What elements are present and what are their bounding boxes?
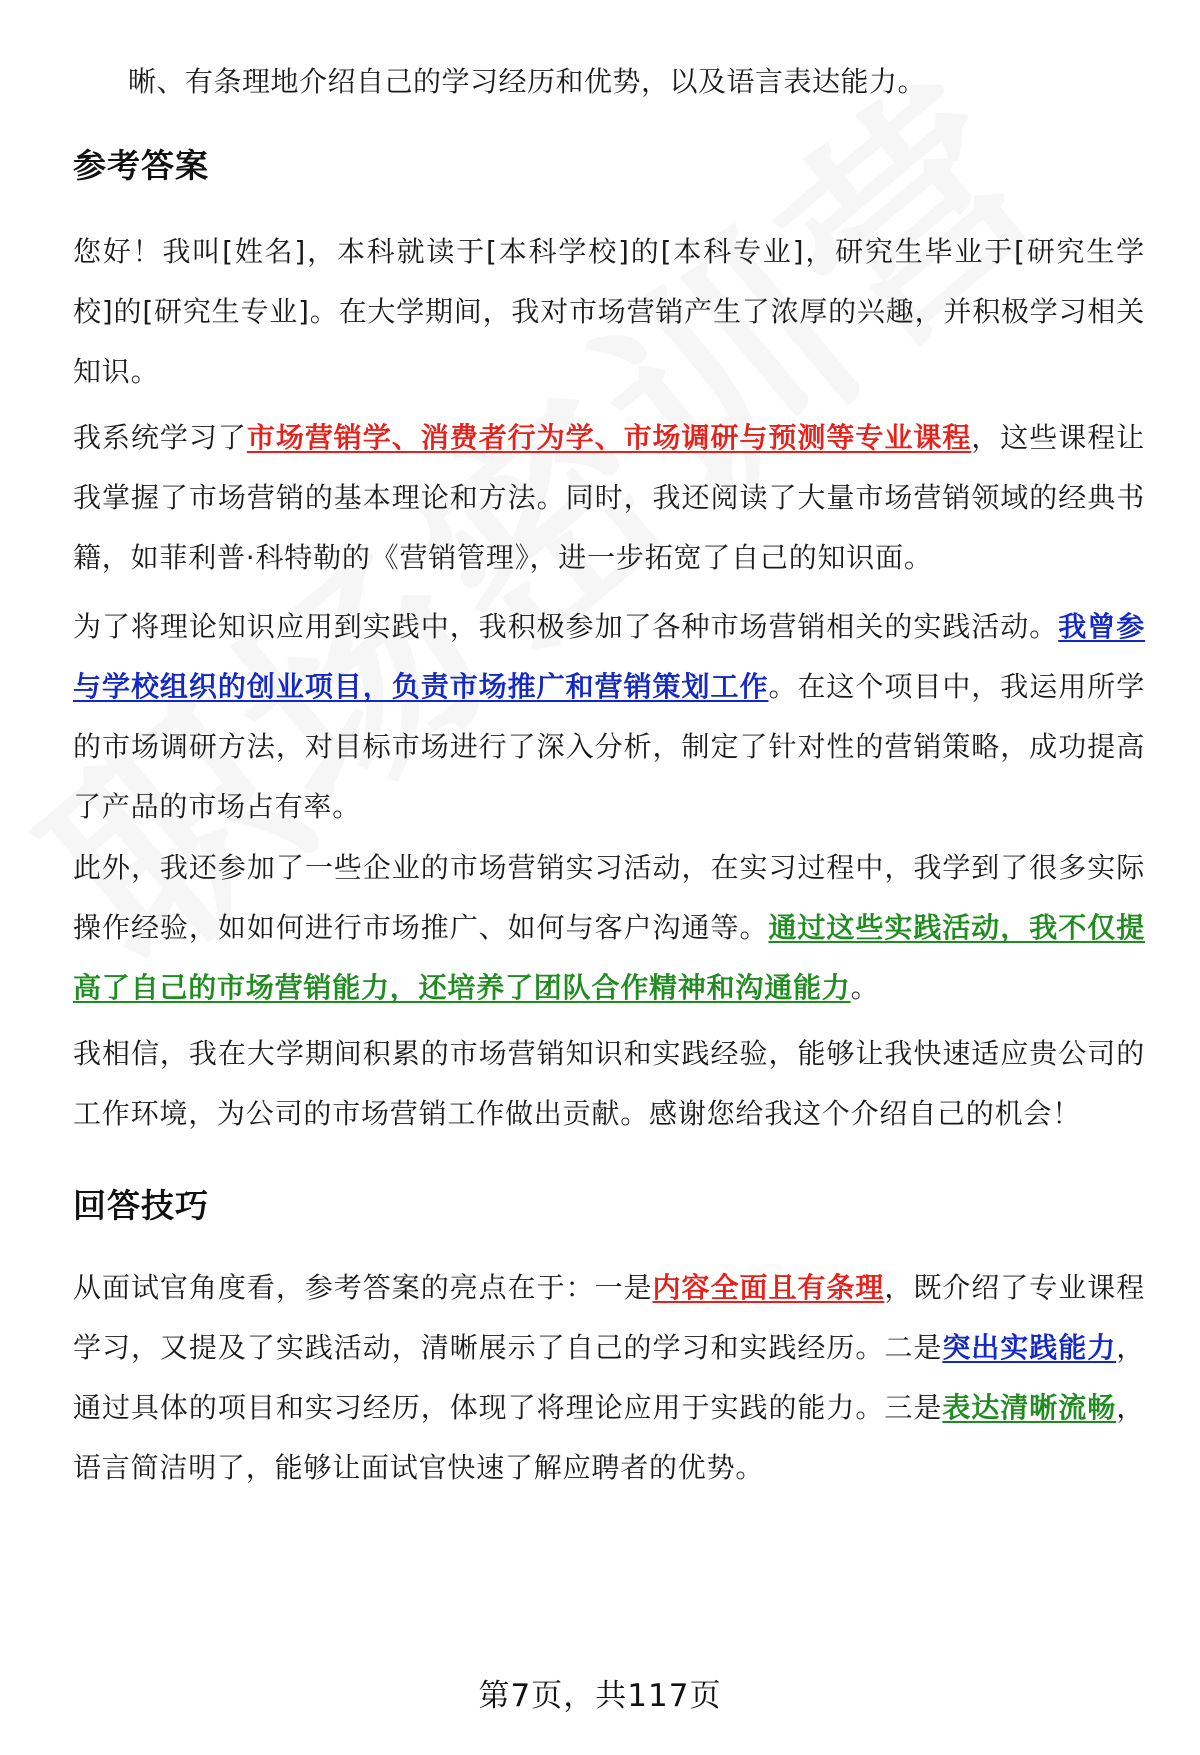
- highlight-project: 我曾参与学校组织的创业项目，负责市场推广和营销策划工作: [73, 610, 1145, 703]
- paragraph-text: 此外，我还参加了一些企业的市场营销实习活动，在实习过程中，我学到了很多实际操作经验，如如何进行市场推广、如何与客户沟通等。: [73, 851, 1145, 944]
- highlight-clear-expression: 表达清晰流畅: [942, 1391, 1117, 1424]
- reference-paragraph-3: [73, 597, 1145, 837]
- reference-paragraph-2: [73, 408, 1145, 588]
- paragraph-text: ，既介绍了专业课程学习，又提及了实践活动，清晰展示了自己的学习和实践经历。二是: [73, 1271, 1145, 1364]
- paragraph-text: ，通过具体的项目和实习经历，体现了将理论应用于实践的能力。三是: [73, 1331, 1145, 1424]
- paragraph-text: 我系统学习了: [73, 421, 247, 454]
- paragraph-text: 从面试官角度看，参考答案的亮点在于：一是: [73, 1271, 653, 1304]
- paragraph-text: 。: [850, 971, 880, 1004]
- reference-paragraph-4: [73, 838, 1145, 1018]
- highlight-practice: 通过这些实践活动，我不仅提高了自己的市场营销能力，还培养了团队合作精神和沟通能力: [73, 911, 1146, 1004]
- paragraph-text: ，这些课程让我掌握了市场营销的基本理论和方法。同时，我还阅读了大量市场营销领域的经典书籍，如菲利普·科特勒的《营销管理》，进一步拓宽了自己的知识面。: [73, 421, 1145, 574]
- reference-answer-heading: 参考答案: [73, 146, 209, 185]
- page-number-footer: 第7页，共117页: [478, 1678, 722, 1714]
- reference-paragraph-1: 您好！我叫[姓名]，本科就读于[本科学校]的[本科专业]，研究生毕业于[研究生学校]的[研究生专业]。在大学期间，我对市场营销产生了浓厚的兴趣，并积极学习相关知识。: [73, 235, 1145, 388]
- paragraph-text: 为了将理论知识应用到实践中，我积极参加了各种市场营销相关的实践活动。: [73, 610, 1059, 643]
- highlight-comprehensive: 内容全面且有条理: [652, 1271, 885, 1304]
- highlight-practical-ability: 突出实践能力: [942, 1331, 1117, 1364]
- paragraph-text: ，语言简洁明了，能够让面试官快速了解应聘者的优势。: [73, 1391, 1145, 1484]
- intro-line: 晰、有条理地介绍自己的学习经历和优势，以及语言表达能力。: [128, 65, 927, 98]
- reference-paragraph-5: 我相信，我在大学期间积累的市场营销知识和实践经验，能够让我快速适应贵公司的工作环境，为公司的市场营销工作做出贡献。感谢您给我这个介绍自己的机会！: [73, 1037, 1145, 1130]
- tips-paragraph: [73, 1258, 1145, 1498]
- answer-tips-heading: 回答技巧: [73, 1186, 209, 1225]
- highlight-courses: 市场营销学、消费者行为学、市场调研与预测等专业课程: [246, 421, 972, 454]
- paragraph-text: 。在这个项目中，我运用所学的市场调研方法，对目标市场进行了深入分析，制定了针对性的营销策略，成功提高了产品的市场占有率。: [73, 670, 1146, 823]
